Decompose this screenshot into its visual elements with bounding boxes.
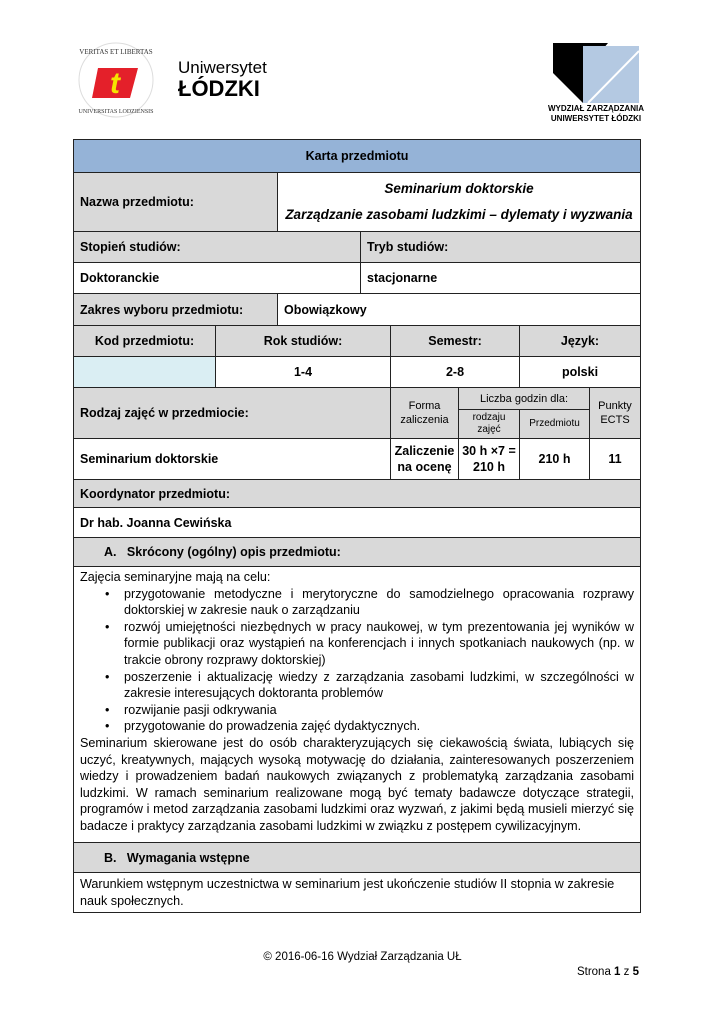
coordinator-value: Dr hab. Joanna Cewińska (73, 507, 641, 538)
svg-text:t: t (110, 67, 120, 100)
list-item: • poszerzenie i aktualizację wiedzy z zarządzania zasobami ludzkimi, w szczególności w zakresie interesujących doktoranta problemów (80, 669, 634, 702)
hours-label: Liczba godzin dla: (458, 387, 590, 410)
semester-value: 2-8 (390, 356, 520, 388)
svg-text:UNIVERSITAS LODZIENSIS: UNIVERSITAS LODZIENSIS (78, 109, 154, 115)
page-mid: z (620, 966, 633, 978)
type-label: Rodzaj zajęć w przedmiocie: (73, 387, 391, 439)
ects-value: 11 (589, 438, 641, 480)
form-value: Zaliczenie na ocenę (390, 438, 459, 480)
form-label: Forma zaliczenia (390, 387, 459, 439)
subject-name (277, 172, 641, 232)
footer-copyright: © 2016-06-16 Wydział Zarządzania UŁ (263, 951, 462, 963)
section-b-content: Warunkiem wstępnym uczestnictwa w seminarium jest ukończenie studiów II stopnia w zakresie nauk społecznych. (73, 872, 641, 913)
ects-label: Punkty ECTS (589, 387, 641, 439)
section-a-text: Seminarium skierowane jest do osób charakteryzujących się ciekawością świata, lubiących się uczyć, kreatywnych, mających wysoką motywację do działania, zainteresowanych poszerzeniem wiedzy i prowadzeniem badań naukowych związanych z problematyką zarządzania zasobami ludzkimi. W ramach seminarium realizowane mogą być tematy badawcze dotyczące strategii, programów i metod zarządzania zasobami ludzkimi oraz wyzwań, z jakimi będą musieli mierzyć się badacze i praktycy zarządzania zasobami ludzkimi w związku z postępem cywilizacyjnym. (80, 735, 634, 833)
list-item: • rozwijanie pasji odkrywania (80, 702, 634, 719)
subject-name-line2: Zarządzanie zasobami ludzkimi – dylematy i wyzwania (285, 207, 633, 222)
university-name (178, 58, 267, 102)
mode-value: stacjonarne (360, 262, 641, 294)
university-name-line1: Uniwersytet (178, 58, 267, 77)
coordinator-label: Koordynator przedmiotu: (73, 479, 641, 508)
total-pages: 5 (632, 966, 639, 978)
subject-name-line1: Seminarium doktorskie (384, 181, 534, 196)
code-label: Kod przedmiotu: (73, 325, 216, 357)
semester-label: Semestr: (390, 325, 520, 357)
hours-subject-value: 210 h (519, 438, 590, 480)
language-value: polski (519, 356, 641, 388)
type-value: Seminarium doktorskie (73, 438, 391, 480)
section-a-content (73, 566, 641, 843)
scope-label: Zakres wyboru przedmiotu: (73, 293, 278, 326)
faculty-name-line1: WYDZIAŁ ZARZĄDZANIA (548, 104, 644, 113)
mode-label: Tryb studiów: (360, 231, 641, 263)
svg-text:VERITAS ET LIBERTAS: VERITAS ET LIBERTAS (79, 48, 153, 56)
year-label: Rok studiów: (215, 325, 391, 357)
code-value (73, 356, 216, 388)
list-item: • przygotowanie metodyczne i merytoryczne do samodzielnego opracowania rozprawy doktorskiej w zakresie nauk o zarządzaniu (80, 586, 634, 619)
year-value: 1-4 (215, 356, 391, 388)
page-prefix: Strona (576, 966, 615, 978)
university-name-line2: ŁÓDZKI (178, 76, 260, 101)
name-label: Nazwa przedmiotu: (73, 172, 278, 232)
faculty-name (540, 104, 652, 124)
hours-type-value: 30 h ×7 = 210 h (458, 438, 520, 480)
language-label: Język: (519, 325, 641, 357)
current-page: 1 (614, 966, 621, 978)
faculty-name-line2: UNIWERSYTET ŁÓDZKI (550, 114, 642, 123)
section-b-heading: B. Wymagania wstępne (73, 842, 641, 873)
card-title: Karta przedmiotu (73, 139, 641, 173)
hours-type-label: rodzaju zajęć (458, 409, 520, 439)
section-a-bullets (80, 586, 634, 735)
university-logo (76, 40, 156, 120)
list-item: • rozwój umiejętności niezbędnych w pracy naukowej, w tym prezentowania jej wyników w formie publikacji oraz wystąpień na konferencjach i innych spotkaniach naukowych (np. w trakcie obrony rozprawy doktorskiej) (80, 619, 634, 669)
section-a-intro: Zajęcia seminaryjne mają na celu: (80, 570, 271, 584)
list-item: • przygotowanie do prowadzenia zajęć dydaktycznych. (80, 718, 634, 735)
level-label: Stopień studiów: (73, 231, 361, 263)
faculty-logo (553, 43, 639, 103)
section-a-heading: A. Skrócony (ogólny) opis przedmiotu: (73, 537, 641, 567)
page-number (577, 966, 639, 978)
hours-subject-label: Przedmiotu (519, 409, 590, 439)
scope-value: Obowiązkowy (277, 293, 641, 326)
level-value: Doktoranckie (73, 262, 361, 294)
